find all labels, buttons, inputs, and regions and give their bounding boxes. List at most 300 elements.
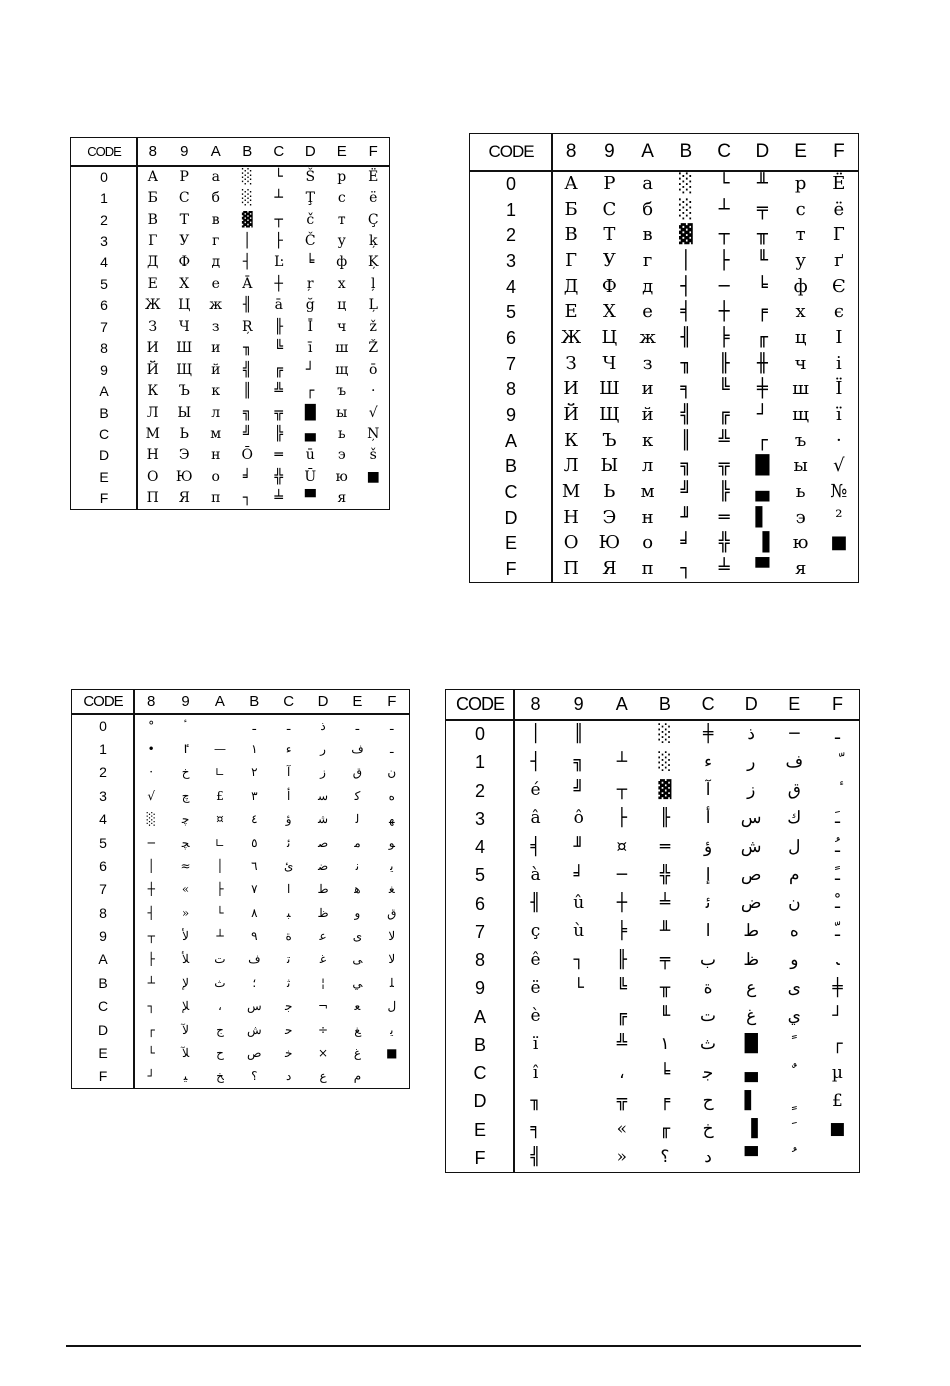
glyph-cell: ▐ xyxy=(755,532,770,554)
row-code: 7 xyxy=(505,353,516,374)
glyph-cell: ш xyxy=(335,340,349,357)
glyph-cell: ﹶ xyxy=(791,1119,797,1140)
glyph-cell: С xyxy=(178,190,190,207)
row-code: A xyxy=(99,383,109,400)
glyph-cell: ـ xyxy=(355,718,360,733)
glyph-cell xyxy=(816,782,859,799)
glyph-cell: х xyxy=(795,301,806,323)
glyph-cell: ؟ xyxy=(251,1069,258,1084)
column-header: F xyxy=(833,141,845,162)
glyph-cell: о xyxy=(642,532,654,554)
glyph-cell: ء xyxy=(285,742,292,757)
glyph-cell: ╬ xyxy=(659,864,671,885)
glyph-cell: ﻣ xyxy=(354,835,361,850)
glyph-cell xyxy=(816,754,859,771)
glyph-cell: ┤ xyxy=(147,905,155,920)
glyph-cell: ﹷ xyxy=(834,808,840,829)
glyph-cell: ī xyxy=(308,340,313,357)
glyph-cell: ؤ xyxy=(703,836,713,857)
glyph-cell: │ xyxy=(147,858,155,873)
glyph-cell: ░ xyxy=(658,751,672,772)
column-header: D xyxy=(304,142,316,160)
glyph-cell: ﻬ xyxy=(389,812,395,827)
glyph-cell: Ъ xyxy=(178,383,190,400)
glyph-cell: Щ xyxy=(176,361,193,378)
glyph-cell: ¤ xyxy=(216,812,224,827)
glyph-cell: ذ xyxy=(747,723,755,744)
glyph-cell: ﺣ xyxy=(284,1022,293,1037)
glyph-cell: ﯾ xyxy=(390,858,394,873)
glyph-cell: Є xyxy=(831,275,846,297)
row-code: 0 xyxy=(100,168,108,185)
glyph-cell: ﺷ xyxy=(318,812,329,827)
glyph-cell: Э xyxy=(178,447,190,464)
code-header: CODE xyxy=(488,142,534,161)
glyph-cell: т xyxy=(795,224,806,246)
glyph-cell: Щ xyxy=(599,404,620,426)
glyph-cell: ∟ xyxy=(214,765,225,780)
glyph-cell: ﺙ xyxy=(214,975,226,990)
row-code: 4 xyxy=(474,837,485,858)
glyph-cell: й xyxy=(641,404,654,426)
glyph-cell: ف xyxy=(351,742,364,757)
glyph-cell: и xyxy=(641,378,654,400)
glyph-cell: ـ xyxy=(390,718,394,733)
glyph-cell: ﺛ xyxy=(287,975,291,990)
glyph-cell: є xyxy=(833,301,844,323)
glyph-cell: А xyxy=(147,168,159,185)
glyph-cell: ح xyxy=(702,1090,714,1111)
glyph-cell: ٩ xyxy=(251,929,258,944)
glyph-cell: щ xyxy=(335,361,349,378)
glyph-cell: ├ xyxy=(216,882,224,897)
code-header: CODE xyxy=(455,694,504,714)
glyph-cell: ق xyxy=(787,780,801,801)
glyph-cell: ﻧ xyxy=(355,858,360,873)
glyph-cell: ╟ xyxy=(659,808,671,829)
row-code: 8 xyxy=(474,950,485,971)
glyph-cell: ر xyxy=(320,742,326,757)
glyph-cell: ─ xyxy=(616,864,627,885)
glyph-cell: Ф xyxy=(601,275,617,297)
glyph-cell: Г xyxy=(148,233,158,250)
column-header: F xyxy=(368,142,378,160)
glyph-cell: ё xyxy=(369,190,378,207)
glyph-cell: ╬ xyxy=(274,468,283,485)
glyph-cell: ╪ xyxy=(756,378,768,400)
glyph-cell: × xyxy=(318,1045,329,1060)
glyph-cell: ╘ xyxy=(659,1062,671,1083)
glyph-cell: ┌ xyxy=(832,1034,843,1055)
glyph-cell: √ xyxy=(368,404,378,421)
glyph-cell: ▄ xyxy=(755,481,770,503)
page-bottom-rule xyxy=(66,1345,861,1347)
glyph-cell: Ō xyxy=(241,447,253,464)
glyph-cell: п xyxy=(641,558,654,580)
glyph-cell: ┬ xyxy=(147,929,155,944)
glyph-cell: Н xyxy=(563,506,579,528)
glyph-cell: ﻑ xyxy=(248,952,261,967)
glyph-cell: ﺡ xyxy=(216,1045,224,1060)
glyph-cell: ﭺ xyxy=(181,788,190,803)
column-header: C xyxy=(283,692,295,710)
glyph-cell: ▓ xyxy=(658,780,672,801)
glyph-cell: ─ xyxy=(718,275,730,297)
glyph-cell: ├ xyxy=(718,249,730,271)
glyph-cell: ╜ xyxy=(680,506,692,528)
glyph-cell: Ч xyxy=(602,352,617,374)
glyph-cell: ╔ xyxy=(616,1006,627,1027)
header-divider xyxy=(470,170,858,172)
row-code: 5 xyxy=(505,302,516,323)
glyph-cell: У xyxy=(602,249,616,271)
glyph-cell: ╠ xyxy=(718,481,730,503)
glyph-cell: ﻵ xyxy=(182,1022,189,1037)
glyph-cell: ٥ xyxy=(251,835,258,850)
glyph-cell: ґ xyxy=(834,249,844,271)
glyph-cell: ﻏ xyxy=(319,952,327,967)
glyph-cell: ┬ xyxy=(274,211,283,228)
glyph-cell: Ё xyxy=(368,168,379,185)
column-header: B xyxy=(249,692,260,710)
glyph-cell: ë xyxy=(530,977,541,998)
glyph-cell: · xyxy=(371,383,376,400)
glyph-cell: ğ xyxy=(305,297,315,314)
code-header: CODE xyxy=(87,143,121,159)
glyph-cell: ╚ xyxy=(718,378,730,400)
glyph-cell: ﻹ xyxy=(182,975,189,990)
column-header: C xyxy=(273,142,285,160)
glyph-cell: ؟ xyxy=(660,1147,670,1168)
glyph-cell: ـ xyxy=(834,723,840,744)
glyph-cell: ╛ xyxy=(573,864,584,885)
glyph-cell: š xyxy=(369,447,377,464)
glyph-cell: ز xyxy=(320,765,326,780)
glyph-cell: Ī xyxy=(307,318,314,335)
row-code: 4 xyxy=(100,254,108,271)
glyph-cell: ﻲ xyxy=(352,975,363,990)
glyph-cell: д xyxy=(211,254,221,271)
glyph-cell: آ xyxy=(287,765,291,780)
glyph-cell: ﻻ xyxy=(388,929,396,944)
glyph-cell: Ч xyxy=(178,318,190,335)
glyph-cell: │ xyxy=(216,858,224,873)
code-table-bottom-left xyxy=(71,689,410,1089)
glyph-cell: Я xyxy=(178,490,190,507)
glyph-cell: ╢ xyxy=(530,893,541,914)
glyph-cell: î xyxy=(532,1062,539,1083)
code-header: CODE xyxy=(83,692,123,710)
row-code: A xyxy=(473,1006,486,1027)
glyph-cell: ž xyxy=(369,318,377,335)
glyph-cell: ﹰ xyxy=(791,1034,797,1055)
column-header: D xyxy=(755,141,770,162)
glyph-cell: ж xyxy=(209,297,223,314)
glyph-cell: ﹽ xyxy=(834,921,840,942)
glyph-cell: В xyxy=(147,211,158,228)
glyph-cell: ع xyxy=(319,1069,327,1084)
glyph-cell: ╨ xyxy=(659,921,671,942)
glyph-cell: ╓ xyxy=(756,326,768,348)
glyph-cell: ё xyxy=(833,198,845,220)
glyph-cell: ﺿ xyxy=(317,858,329,873)
glyph-cell: ﺳ xyxy=(318,788,329,803)
glyph-cell: Х xyxy=(179,275,190,292)
glyph-cell: é xyxy=(530,780,541,801)
glyph-cell: ║ xyxy=(243,383,252,400)
glyph-cell: С xyxy=(602,198,617,220)
glyph-cell: ļ xyxy=(371,275,376,292)
glyph-cell: Č xyxy=(304,233,316,250)
glyph-cell: ∟ xyxy=(214,835,225,850)
glyph-cell: ╕ xyxy=(680,378,692,400)
glyph-cell: ز xyxy=(747,780,756,801)
glyph-cell: ░ xyxy=(678,172,693,194)
row-code: 8 xyxy=(99,904,107,921)
glyph-cell: О xyxy=(563,532,579,554)
glyph-cell: ق xyxy=(352,765,363,780)
column-header: F xyxy=(387,692,397,710)
glyph-cell: ┴ xyxy=(616,751,627,772)
glyph-cell: у xyxy=(337,233,346,250)
glyph-cell: Ы xyxy=(177,404,192,421)
glyph-cell: ╝ xyxy=(243,425,252,442)
glyph-cell: ┘ xyxy=(147,1069,155,1084)
glyph-cell: ├ xyxy=(274,233,283,250)
glyph-cell: ╦ xyxy=(718,455,730,477)
glyph-cell: ц xyxy=(337,297,347,314)
glyph-cell: ┤ xyxy=(243,254,252,271)
glyph-cell: ﺟ xyxy=(284,999,293,1014)
glyph-cell: ╟ xyxy=(616,949,627,970)
column-header: 9 xyxy=(604,141,615,162)
row-code: 2 xyxy=(99,764,107,781)
glyph-cell: ل xyxy=(788,836,801,857)
glyph-cell: ق xyxy=(387,905,397,920)
glyph-cell: • xyxy=(147,742,155,757)
row-code: 6 xyxy=(505,327,516,348)
glyph-cell: آ xyxy=(705,780,711,801)
row-code: 3 xyxy=(100,233,108,250)
glyph-cell: ■ xyxy=(829,1119,846,1140)
glyph-cell: ﻟ xyxy=(355,812,360,827)
glyph-cell: ┐ xyxy=(147,999,155,1014)
glyph-cell: Р xyxy=(603,172,616,194)
glyph-cell: ، xyxy=(619,1062,625,1083)
row-code: 2 xyxy=(100,211,108,228)
column-header: 9 xyxy=(181,692,190,710)
glyph-cell: ظ xyxy=(743,949,760,970)
glyph-cell: ﺥ xyxy=(181,765,190,780)
glyph-cell: à xyxy=(530,864,541,885)
glyph-cell: ū xyxy=(305,447,315,464)
code-table-bottom-right xyxy=(445,689,860,1173)
glyph-cell: ض xyxy=(740,893,762,914)
glyph-cell: ٣ xyxy=(251,788,258,803)
glyph-cell: ▌ xyxy=(744,1090,758,1111)
glyph-cell: ┘ xyxy=(832,1006,843,1027)
row-code: F xyxy=(474,1147,486,1168)
glyph-cell: ŗ xyxy=(306,275,314,292)
row-code: A xyxy=(98,951,108,968)
glyph-cell: ف xyxy=(785,751,804,772)
glyph-cell: ╣ xyxy=(243,361,252,378)
column-header: C xyxy=(717,141,731,162)
row-code: F xyxy=(98,1068,108,1085)
glyph-cell: м xyxy=(640,481,655,503)
row-code: C xyxy=(97,998,109,1015)
glyph-cell: è xyxy=(530,1006,541,1027)
glyph-cell: ─ xyxy=(147,835,155,850)
glyph-cell: ╤ xyxy=(756,198,768,220)
glyph-cell: └ xyxy=(216,905,224,920)
glyph-cell: ╡ xyxy=(680,301,692,323)
glyph-cell: ﺗ xyxy=(287,952,291,967)
glyph-cell: ф xyxy=(793,275,808,297)
glyph-cell: Л xyxy=(563,455,579,477)
glyph-cell: √ xyxy=(833,455,845,477)
glyph-cell: ╒ xyxy=(756,301,768,323)
glyph-cell: ┬ xyxy=(718,224,730,246)
glyph-cell: č xyxy=(306,211,315,228)
glyph-cell: ﻋ xyxy=(319,929,327,944)
glyph-cell: Ё xyxy=(832,172,846,194)
glyph-cell: Х xyxy=(602,301,616,323)
glyph-cell: э xyxy=(337,447,346,464)
row-code: E xyxy=(504,533,517,554)
glyph-cell: ٢ xyxy=(251,765,258,780)
glyph-cell: ┼ xyxy=(718,301,730,323)
glyph-cell: ٦ xyxy=(251,858,258,873)
glyph-cell: Ж xyxy=(561,326,582,348)
row-code: B xyxy=(504,456,517,477)
glyph-cell: ١ xyxy=(251,742,258,757)
glyph-cell: ╣ xyxy=(530,1147,541,1168)
glyph-cell: Ф xyxy=(178,254,191,271)
glyph-cell: Ю xyxy=(598,532,621,554)
glyph-cell: ╫ xyxy=(756,352,768,374)
glyph-cell: £ xyxy=(216,788,224,803)
glyph-cell: ╩ xyxy=(718,429,730,451)
glyph-cell: г xyxy=(212,233,220,250)
row-code: 1 xyxy=(474,752,485,773)
row-code: 5 xyxy=(474,865,485,886)
glyph-cell: ÷ xyxy=(318,1022,329,1037)
glyph-cell: ² xyxy=(835,506,843,528)
row-code: B xyxy=(99,404,109,421)
glyph-cell: Т xyxy=(603,224,616,246)
row-code: D xyxy=(504,507,518,528)
glyph-cell: █ xyxy=(304,404,316,421)
glyph-cell: ║ xyxy=(680,429,692,451)
glyph-cell: ﺧ xyxy=(284,1045,293,1060)
glyph-cell: в xyxy=(211,211,220,228)
glyph-cell: К xyxy=(147,383,159,400)
glyph-cell: Ж xyxy=(144,297,161,314)
row-code: C xyxy=(504,482,518,503)
glyph-cell: ﻌ xyxy=(354,999,361,1014)
glyph-cell: و xyxy=(354,905,361,920)
row-code: 9 xyxy=(100,361,108,378)
row-code: E xyxy=(473,1119,486,1140)
row-code: 2 xyxy=(474,780,485,801)
glyph-cell: ╬ xyxy=(718,532,730,554)
row-code: E xyxy=(98,1044,108,1061)
glyph-cell: ■ xyxy=(830,532,848,554)
glyph-cell: ه xyxy=(388,788,395,803)
glyph-cell: т xyxy=(337,211,346,228)
row-code: C xyxy=(98,425,110,442)
glyph-cell: ط xyxy=(317,882,329,897)
glyph-cell: │ xyxy=(530,723,541,744)
glyph-cell: І xyxy=(835,326,843,348)
row-code: 7 xyxy=(100,318,108,335)
code-table-top-right xyxy=(469,133,859,583)
glyph-cell: ā xyxy=(274,297,283,314)
column-header: A xyxy=(615,694,628,714)
row-code: 5 xyxy=(99,834,107,851)
glyph-cell: ٴ xyxy=(183,718,188,733)
glyph-cell: к xyxy=(211,383,221,400)
column-header: 8 xyxy=(530,694,541,714)
glyph-cell: Э xyxy=(602,506,617,528)
glyph-cell: з xyxy=(642,352,653,374)
glyph-cell: « xyxy=(181,882,190,897)
column-header: A xyxy=(214,692,225,710)
glyph-cell: м xyxy=(210,425,222,442)
glyph-cell: ﻎ xyxy=(354,1022,361,1037)
glyph-cell: س xyxy=(740,808,762,829)
glyph-cell: ب xyxy=(700,949,717,970)
glyph-cell: з xyxy=(211,318,220,335)
row-code: 0 xyxy=(505,173,516,194)
glyph-cell: ╢ xyxy=(243,297,252,314)
row-code: 2 xyxy=(505,225,516,246)
glyph-cell: б xyxy=(642,198,654,220)
glyph-cell: ╚ xyxy=(616,977,627,998)
glyph-cell: П xyxy=(146,490,159,507)
glyph-cell: О xyxy=(147,468,159,485)
glyph-cell: ╧ xyxy=(274,490,283,507)
glyph-cell: ╤ xyxy=(659,949,671,970)
glyph-cell: ╔ xyxy=(718,404,730,426)
glyph-cell: в xyxy=(642,224,653,246)
glyph-cell: Й xyxy=(146,361,159,378)
row-code: 9 xyxy=(505,405,516,426)
glyph-cell: ю xyxy=(792,532,809,554)
row-code: 8 xyxy=(100,340,108,357)
header-divider xyxy=(71,165,389,167)
glyph-cell: └ xyxy=(718,172,730,194)
glyph-cell: و xyxy=(790,949,799,970)
glyph-cell: ╝ xyxy=(680,481,692,503)
glyph-cell: Ļ xyxy=(368,297,378,314)
glyph-cell: █ xyxy=(744,1034,758,1055)
glyph-cell: ╣ xyxy=(680,404,692,426)
glyph-cell: ك xyxy=(787,808,802,829)
row-code: D xyxy=(98,447,110,464)
glyph-cell: ┌ xyxy=(756,429,768,451)
column-header: F xyxy=(831,694,843,714)
glyph-cell: Б xyxy=(564,198,578,220)
column-header: B xyxy=(242,142,253,160)
glyph-cell: ▐ xyxy=(744,1119,758,1140)
glyph-cell: ظ xyxy=(317,905,329,920)
glyph-cell: ░ xyxy=(241,190,253,207)
glyph-cell: ┴ xyxy=(274,190,283,207)
glyph-cell: █ xyxy=(755,455,770,477)
glyph-cell: ﹸ xyxy=(791,1147,797,1168)
